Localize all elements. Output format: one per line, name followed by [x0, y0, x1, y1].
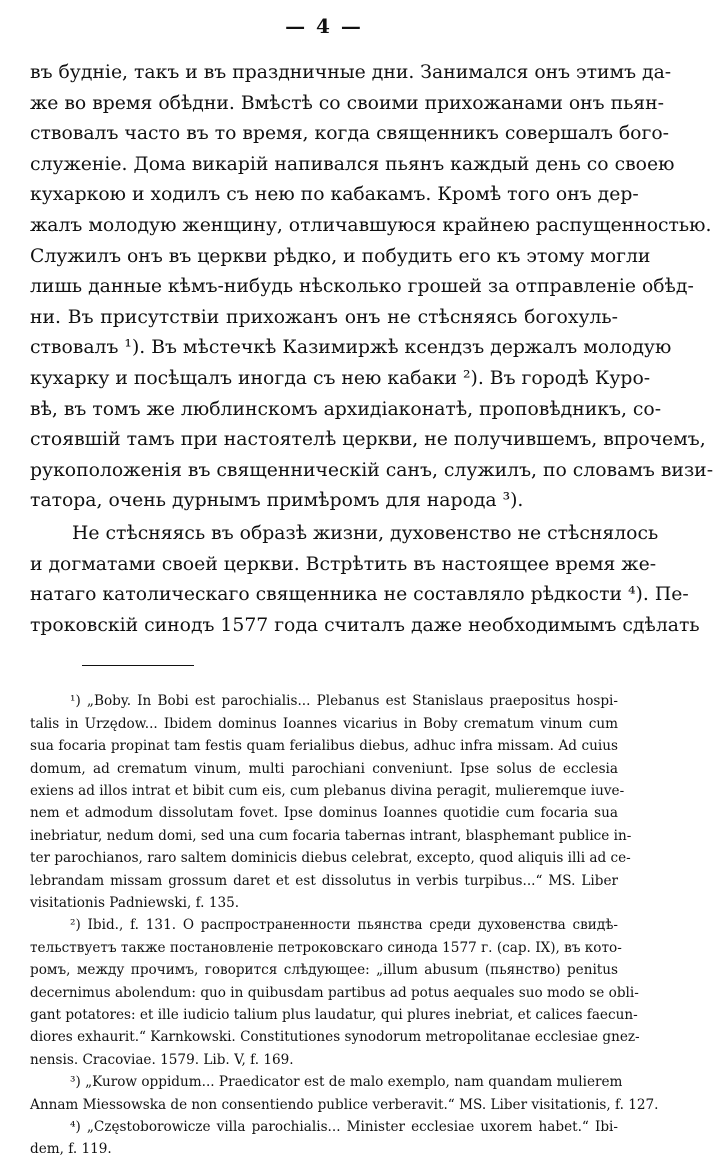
text-line: кухарку и посѣщалъ иногда съ нею кабаки ²). Въ городѣ Куро- [30, 367, 651, 389]
text-line: троковскій синодъ 1577 года считалъ даже необходимымъ сдѣлать [30, 614, 700, 636]
text-line: domum, ad crematum vinum, multi parochiani conveniunt. Ipse solus de ecclesia [30, 760, 618, 777]
text-line: exiens ad illos intrat et bibit cum eis, cum plebanus divina peragit, mulieremque iuve- [30, 782, 625, 799]
text-line: inebriatur, nedum domi, sed una cum focaria tabernas intrant, blasphemant publice in- [30, 827, 632, 844]
text-line: Annam Miessowska de non consentiendo publice verberavit.“ MS. Liber visitationis, f. 127. [30, 1096, 659, 1113]
text-line: жалъ молодую женщину, отличавшуюся крайнею распущенностью. [30, 214, 712, 236]
text-line: ствовалъ ¹). Въ мѣстечкѣ Казимиржѣ ксендзъ держалъ молодую [30, 337, 672, 359]
paragraph [30, 58, 713, 517]
text-line: ромъ, между прочимъ, говорится слѣдующее: „illum abusum (пьянство) penitus [30, 962, 618, 979]
text-line: Служилъ онъ въ церкви рѣдко, и побудить его къ этому могли [30, 245, 651, 267]
text-line: ³) „Kurow oppidum... Praedicator est de malo exemplo, nam quandam mulierem [70, 1074, 623, 1091]
text-line: рукоположенія въ священническій санъ, служилъ, по словамъ визи- [30, 459, 713, 481]
text-line: lebrandam missam grossum daret et est dissolutus in verbis turpibus...“ MS. Liber [30, 872, 618, 889]
footnote [30, 1116, 618, 1161]
text-line: натаго католическаго священника не составляло рѣдкости ⁴). Пе- [30, 584, 689, 606]
text-line: decernimus abolendum: quo in quibusdam partibus ad potus aequales suo modo se obli- [30, 984, 639, 1001]
text-line: стоявшій тамъ при настоятелѣ церкви, не получившемъ, впрочемъ, [30, 429, 706, 451]
text-line: ствовалъ часто въ то время, когда священникъ совершалъ бого- [30, 123, 669, 145]
text-line: лишь данные кѣмъ-нибудь нѣсколько грошей за отправленіе обѣд- [30, 276, 694, 298]
text-line: тельствуетъ также постановленіе петроковскаго синода 1577 г. (cap. IX), въ кото- [30, 939, 622, 956]
text-line: ⁴) „Częstoborowicze villa parochialis... Minister ecclesiae uxorem habet.“ Ibi- [70, 1119, 618, 1135]
text-line: въ будніе, такъ и въ праздничные дни. Занимался онъ этимъ да- [30, 62, 672, 83]
paragraph [30, 519, 700, 641]
footnote-separator [82, 665, 194, 666]
text-line: gant potatores: et ille iudicio talium plus laudatur, qui plures inebriat, et calices faecun- [30, 1006, 638, 1023]
footnotes [30, 690, 659, 1161]
text-line: вѣ, въ томъ же люблинскомъ архидіаконатѣ, проповѣдникъ, со- [30, 398, 662, 420]
text-line: nem et admodum dissolutam fovet. Ipse dominus Ioannes quotidie cum focaria sua [30, 805, 618, 822]
footnote [30, 1071, 659, 1116]
text-line: ¹) „Boby. In Bobi est parochialis... Plebanus est Stanislaus praepositus hospi- [70, 693, 618, 710]
text-line: же во время обѣдни. Вмѣстѣ со своими прихожанами онъ пьян- [30, 92, 665, 114]
text-line: dem, f. 119. [30, 1141, 112, 1158]
text-line: diores exhaurit.“ Karnkowski. Constitutiones synodorum metropolitanae ecclesiae gnez- [30, 1029, 640, 1046]
main-text [30, 58, 713, 641]
text-line: и догматами своей церкви. Встрѣтить въ настоящее время же- [30, 553, 657, 575]
text-line: ter parochianos, raro saltem dominicis diebus celebrat, excepto, quod aliquis illi ad ce- [30, 850, 631, 867]
text-line: nensis. Cracoviae. 1579. Lib. V, f. 169. [30, 1051, 294, 1068]
text-line: sua focaria propinat tam festis quam ferialibus diebus, adhuc infra missam. Ad cuius [30, 738, 618, 755]
text-line: visitationis Padniewski, f. 135. [30, 894, 240, 911]
footnote [30, 690, 632, 914]
text-line: Не стѣсняясь въ образѣ жизни, духовенство не стѣснялось [72, 522, 659, 544]
text-line: ни. Въ присутствіи прихожанъ онъ не стѣсняясь богохуль- [30, 306, 618, 328]
page-number: — 4 — [285, 14, 363, 38]
text-line: кухаркою и ходилъ съ нею по кабакамъ. Кромѣ того онъ дер- [30, 184, 639, 206]
footnote [30, 914, 640, 1071]
text-line: talis in Urzędow... Ibidem dominus Ioannes vicarius in Boby crematum vinum cum [30, 715, 618, 732]
text-line: татора, очень дурнымъ примѣромъ для народа ³). [30, 490, 524, 512]
text-line: ²) Ibid., f. 131. О распространенности пьянства среди духовенства свидѣ- [70, 917, 618, 934]
text-line: служеніе. Дома викарій напивался пьянъ каждый день со своею [30, 153, 675, 175]
